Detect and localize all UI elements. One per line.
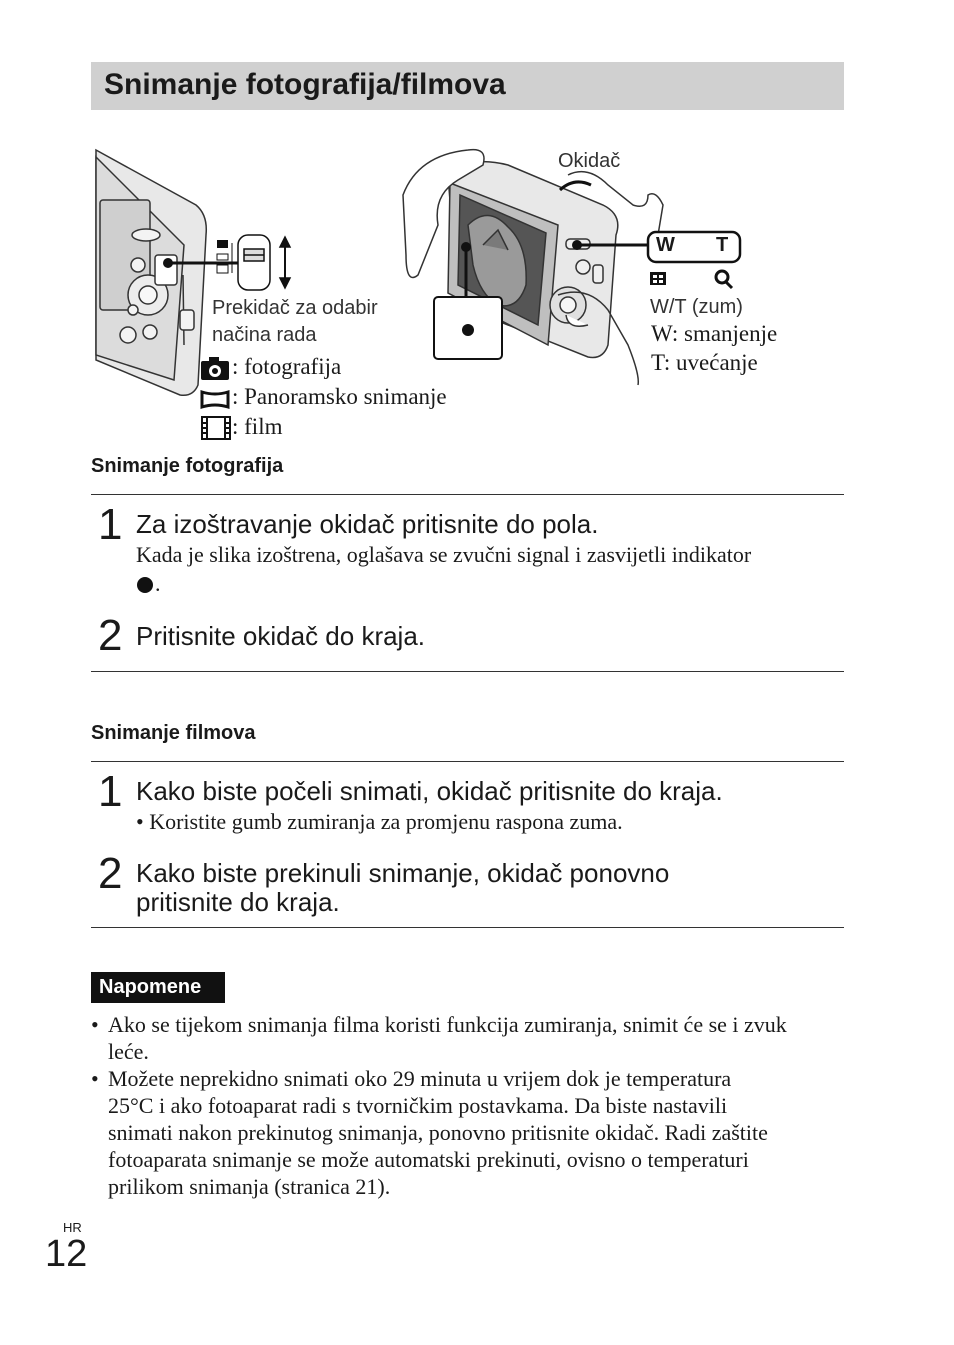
page-title: Snimanje fotografija/filmova xyxy=(104,68,506,101)
camera-side-view xyxy=(96,150,206,395)
note-line: Možete neprekidno snimati oko 29 minuta u vrijem dok je temperatura xyxy=(108,1066,732,1091)
page-number: 12 xyxy=(45,1233,88,1275)
divider xyxy=(91,494,844,495)
step-text: Za izoštravanje okidač pritisnite do pola. xyxy=(136,509,599,539)
note-line: prilikom snimanja (stranica 21). xyxy=(108,1174,391,1199)
mode-photo-label: : fotografija xyxy=(232,354,342,379)
step-subtext: • Koristite gumb zumiranja za promjenu raspona zuma. xyxy=(136,809,623,834)
section-heading-movies: Snimanje filmova xyxy=(91,722,256,744)
zoom-w-key: W xyxy=(656,234,675,256)
zoom-t-desc: T: uvećanje xyxy=(651,350,758,375)
step-number: 1 xyxy=(98,500,123,549)
zoom-t-key: T xyxy=(716,234,729,256)
zoom-label: W/T (zum) xyxy=(650,296,743,318)
note-line: fotoaparata snimanje se može automatski prekinuti, ovisno o temperaturi xyxy=(108,1147,749,1172)
bullet-icon: • xyxy=(91,1012,99,1037)
divider xyxy=(91,671,844,672)
step-text-line2: pritisnite do kraja. xyxy=(136,887,340,917)
step-number: 1 xyxy=(98,767,123,816)
zoom-in-icon xyxy=(716,271,732,288)
zoom-out-icon xyxy=(650,272,666,285)
mode-switch-label-line2: načina rada xyxy=(212,324,317,346)
step-subtext: Kada je slika izoštrena, oglašava se zvučni signal i zasvijetli indikator xyxy=(136,542,752,567)
step-text-line1: Kako biste prekinuli snimanje, okidač ponovno xyxy=(136,858,670,888)
focus-indicator-dot xyxy=(462,324,474,336)
step-text: Pritisnite okidač do kraja. xyxy=(136,621,426,651)
note-line: 25°C i ako fotoaparat radi s tvorničkim postavkama. Da biste nastavili xyxy=(108,1093,728,1118)
note-line: Ako se tijekom snimanja filma koristi funkcija zumiranja, snimit će se i zvuk xyxy=(108,1012,787,1037)
note-line: snimati nakon prekinutog snimanja, ponovno pritisnite okidač. Radi zaštite xyxy=(108,1120,768,1145)
note-line: leće. xyxy=(108,1039,149,1064)
language-code: HR xyxy=(63,1220,82,1235)
step-number: 2 xyxy=(98,849,123,898)
mode-switch-label-line1: Prekidač za odabir xyxy=(212,297,378,319)
notes-badge xyxy=(91,972,225,1003)
panorama-mode-icon xyxy=(202,392,228,407)
divider xyxy=(91,761,844,762)
mode-mini-icons xyxy=(217,240,232,273)
mode-movie-label: : film xyxy=(232,414,283,439)
zoom-w-desc: W: smanjenje xyxy=(651,321,778,346)
mode-panorama-label: : Panoramsko snimanje xyxy=(232,384,447,409)
movie-mode-icon xyxy=(202,417,230,439)
mode-switch-detail xyxy=(238,235,290,290)
shutter-label: Okidač xyxy=(558,150,621,172)
step-subtext-period: . xyxy=(155,571,161,596)
divider xyxy=(91,927,844,928)
focus-indicator-dot-icon xyxy=(137,577,153,593)
notes-badge-label: Napomene xyxy=(99,976,202,998)
note-item xyxy=(91,1011,846,1065)
step-text: Kako biste počeli snimati, okidač pritisnite do kraja. xyxy=(136,776,723,806)
section-heading-photos: Snimanje fotografija xyxy=(91,455,284,477)
bullet-icon: • xyxy=(91,1066,99,1091)
camera-illustration xyxy=(88,135,858,455)
note-item xyxy=(91,1065,846,1200)
section-title-bar xyxy=(91,62,844,110)
step-number: 2 xyxy=(98,611,123,660)
photo-mode-icon xyxy=(201,357,229,380)
